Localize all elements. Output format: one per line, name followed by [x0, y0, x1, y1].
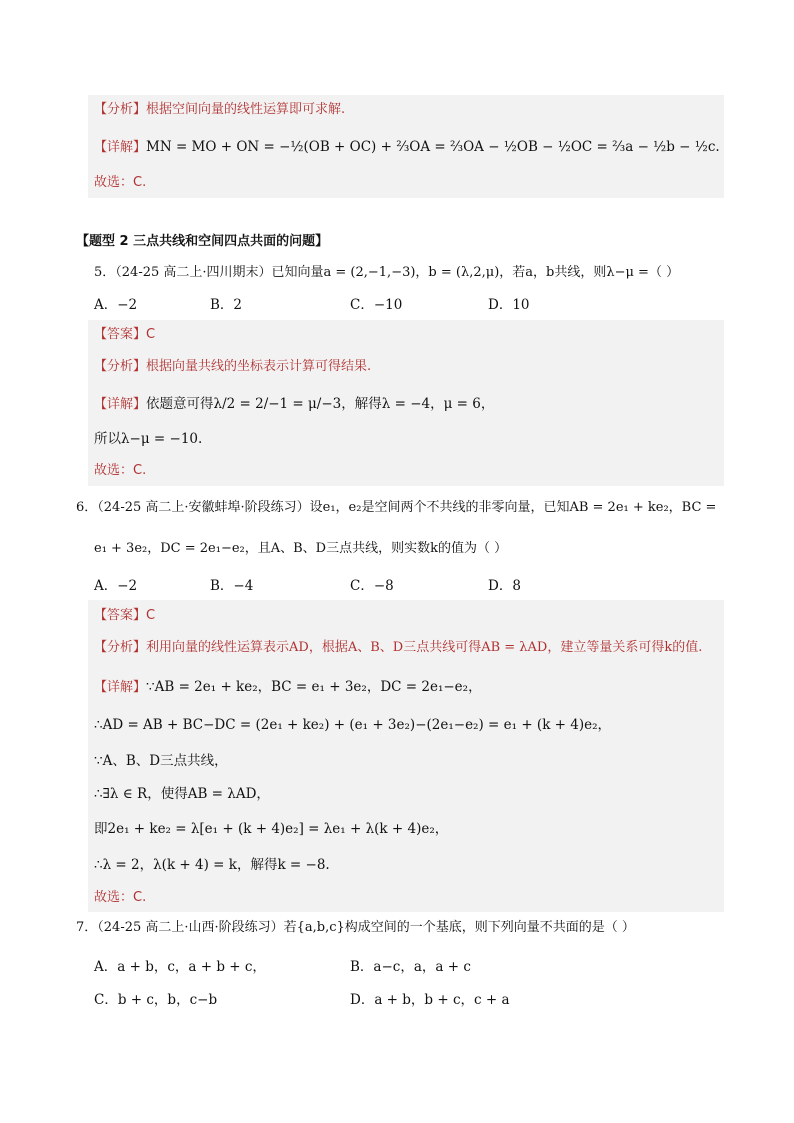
detail-math: MN = MO + ON = −½(OB + OC) + ⅔OA = ⅔OA − ½OB − ½OC = ⅔a − ½b − ½c.: [146, 139, 720, 155]
analysis-tag: 【分析】: [94, 640, 147, 655]
q6-line2: ∴AD = AB + BC−DC = (2e₁ + ke₂) + (e₁ + 3e₂)−(2e₁−e₂) = e₁ + (k + 4)e₂，: [94, 717, 612, 733]
q5-answer: [94, 326, 155, 344]
q6-line5: 即2e₁ + ke₂ = λ[e₁ + (k + 4)e₂] = λe₁ + λ(k + 4)e₂，: [94, 821, 449, 837]
q6-option-d: D．8: [488, 578, 521, 594]
answer-text: C: [146, 327, 156, 342]
top-choice: [94, 174, 146, 192]
analysis-text: 根据向量共线的坐标表示计算可得结果.: [146, 359, 372, 374]
q6-stem-line1: 6．（24-25 高二上·安徽蚌埠·阶段练习）设e₁，e₂是空间两个不共线的非零向量，已知AB = 2e₁ + ke₂，BC =: [76, 500, 717, 515]
q6-option-b: B．−4: [210, 578, 254, 594]
choice-text: 故选：: [94, 175, 134, 190]
q7-option-d: D．a + b，b + c，c + a: [350, 992, 510, 1008]
q6-choice: [94, 889, 146, 907]
q6-line3: ∵A、B、D三点共线，: [94, 753, 228, 769]
q6-line6: ∴λ = 2，λ(k + 4) = k，解得k = −8.: [94, 857, 330, 873]
q5-option-b: B．2: [210, 297, 243, 313]
q5-detail: [94, 395, 494, 414]
detail-tag: 【详解】: [94, 680, 147, 695]
q5-line2: 所以λ−μ = −10.: [94, 431, 203, 447]
analysis-text: 利用向量的线性运算表示AD，根据A、B、D三点共线可得AB = λAD，建立等量关系可得k的值.: [146, 640, 703, 655]
detail-math: 依题意可得λ/2 = 2/−1 = μ/−3，解得λ = −4，μ = 6，: [146, 396, 495, 412]
choice-text: 故选：: [94, 463, 134, 478]
q7-option-c: C．b + c，b，c−b: [94, 992, 218, 1008]
detail-tag: 【详解】: [94, 140, 147, 155]
choice-text: 故选：: [94, 890, 134, 905]
choice-answer: C.: [133, 175, 147, 190]
answer-tag: 【答案】: [94, 327, 147, 342]
q7-option-a: A．a + b，c，a + b + c，: [94, 959, 266, 975]
choice-answer: C.: [133, 890, 147, 905]
q5-analysis: [94, 358, 371, 376]
analysis-text: 根据空间向量的线性运算即可求解.: [146, 102, 346, 117]
q6-option-c: C．−8: [350, 578, 394, 594]
q5-option-c: C．−10: [350, 297, 403, 313]
detail-math: ∵AB = 2e₁ + ke₂，BC = e₁ + 3e₂，DC = 2e₁−e₂，: [146, 679, 482, 695]
q5-stem: 5．（24-25 高二上·四川期末）已知向量a = (2,−1,−3)，b = (λ,2,μ)，若a，b共线，则λ−μ =（ ）: [94, 265, 680, 280]
q7-stem: 7．（24-25 高二上·山西·阶段练习）若{a,b,c}构成空间的一个基底，则下列向量不共面的是（ ）: [76, 920, 635, 935]
q6-answer: [94, 607, 155, 625]
q7-option-b: B．a−c，a，a + c: [350, 959, 471, 975]
analysis-tag: 【分析】: [94, 102, 147, 117]
q6-stem-line2: e₁ + 3e₂，DC = 2e₁−e₂，且A、B、D三点共线，则实数k的值为（ ）: [94, 541, 508, 556]
q5-choice: [94, 462, 146, 480]
q5-option-d: D．10: [488, 297, 530, 313]
detail-tag: 【详解】: [94, 397, 147, 412]
q6-analysis: [94, 639, 702, 657]
q6-detail: [94, 678, 482, 697]
answer-tag: 【答案】: [94, 608, 147, 623]
top-detail: [94, 138, 720, 157]
top-analysis: [94, 101, 345, 119]
analysis-tag: 【分析】: [94, 359, 147, 374]
q6-line4: ∴∃λ ∈ R，使得AB = λAD，: [94, 786, 270, 802]
section-title: 【题型 2 三点共线和空间四点共面的问题】: [76, 234, 329, 249]
q5-option-a: A．−2: [94, 297, 138, 313]
answer-text: C: [146, 608, 156, 623]
q6-option-a: A．−2: [94, 578, 138, 594]
choice-answer: C.: [133, 463, 147, 478]
